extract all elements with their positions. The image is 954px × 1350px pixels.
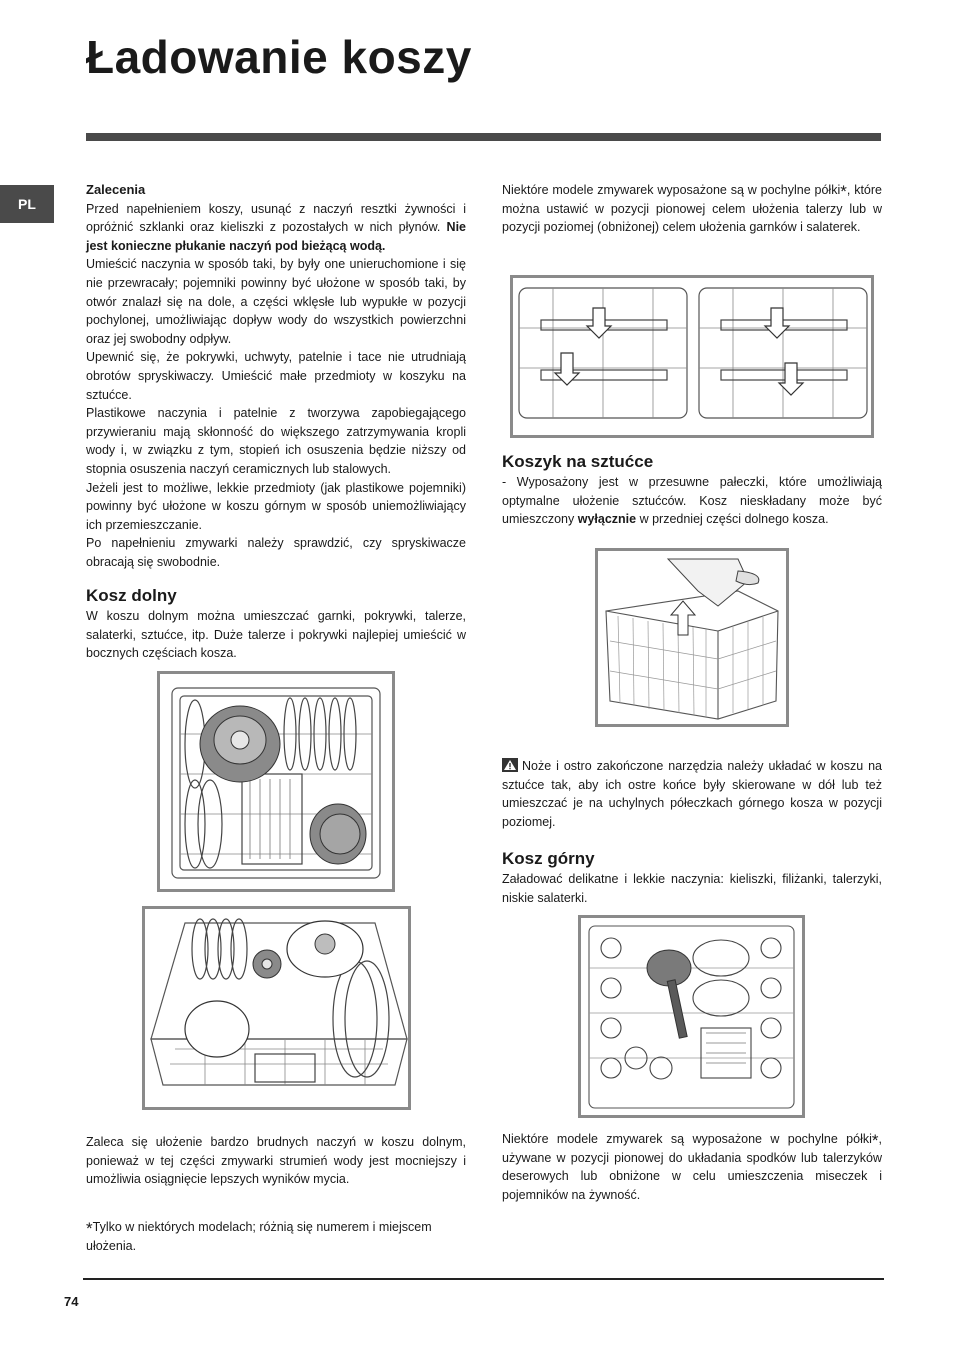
zalecenia-p1-bold: Nie jest konieczne płukanie naczyń pod bieżącą wodą.	[86, 220, 466, 253]
upper-basket-illustration	[581, 918, 802, 1115]
lower-basket-figure-1	[157, 671, 395, 892]
warning-triangle-icon	[502, 758, 518, 772]
footnote	[86, 1218, 466, 1255]
koszyk-section	[502, 451, 882, 529]
right-intro	[502, 181, 882, 237]
cutlery-basket-illustration	[598, 551, 786, 724]
language-tab: PL	[0, 185, 54, 223]
tilting-shelves-figure	[510, 275, 874, 438]
right-intro-text-a: Niektóre modele zmywarek wyposażone są w pochylne półki	[502, 183, 841, 197]
title-rule	[86, 133, 881, 141]
cutlery-basket-figure	[595, 548, 789, 727]
zalecenia-heading: Zalecenia	[86, 182, 146, 197]
footnote-text: Tylko w niektórych modelach; różnią się numerem i miejscem ułożenia.	[86, 1220, 432, 1253]
left-bottom-paragraph: Zaleca się ułożenie bardzo brudnych naczyń w koszu dolnym, ponieważ w tej części zmywarki strumień wody jest mocniejszy i umożliwia osiągnięcie lepszych wyników mycia.	[86, 1135, 466, 1187]
kosz-gorny-section	[502, 848, 882, 907]
koszyk-text-bold: wyłącznie	[577, 512, 637, 527]
kosz-dolny-text: W koszu dolnym można umieszczać garnki, pokrywki, talerze, salaterki, sztućce, itp. Duże talerze i pokrywki najlepiej umieścić w bocznych częściach kosza.	[86, 609, 466, 661]
koszyk-text-b: w przedniej części dolnego kosza.	[636, 512, 829, 527]
footnote-star: *	[86, 1219, 93, 1238]
kosz-gorny-heading: Kosz górny	[502, 849, 595, 868]
warning-note	[502, 757, 882, 831]
page-number: 74	[64, 1294, 79, 1309]
lower-basket-figure-2	[142, 906, 411, 1110]
lower-basket-perspective-illustration	[145, 909, 408, 1107]
koszyk-text-a: - Wyposażony jest w przesuwne pałeczki, które umożliwiają optymalne ułożenie sztućców. Kosz nieskładany może być umieszczony	[502, 475, 882, 527]
zalecenia-paragraph-6: Po napełnieniu zmywarki należy sprawdzić, czy spryskiwacze obracają się swobodnie.	[86, 536, 466, 569]
right-intro-star: *	[840, 182, 847, 201]
kosz-dolny-section	[86, 585, 466, 663]
zalecenia-paragraph-1	[86, 200, 466, 256]
zalecenia-paragraph-3: Upewnić się, że pokrywki, uchwyty, patelnie i tace nie utrudniają obrotów spryskiwaczy. Umieścić małe przedmioty w koszyku na sztućce.	[86, 350, 466, 402]
upper-basket-figure	[578, 915, 805, 1118]
right-bottom-star: *	[871, 1131, 879, 1150]
right-bottom-text-b: , używane w pozycji pionowej do układania spodków lub talerzyków deserowych lub obniżone w celu umieszczenia miseczek i pojemników na żywność.	[502, 1132, 882, 1202]
left-column	[86, 181, 466, 571]
zalecenia-paragraph-4: Plastikowe naczynia i patelnie z tworzywa zapobiegającego przywieraniu mają skłonność do większego zatrzymywania kropli wody i, w związku z tym, stopień ich osuszenia będzie niższy od stopnia osuszenia naczyń ceramicznych lub stalowych.	[86, 406, 466, 476]
zalecenia-paragraph-5: Jeżeli jest to możliwe, lekkie przedmioty (jak plastikowe pojemniki) powinny być ułożone w koszu górnym w sposób uniemożliwiający ich przemieszczanie.	[86, 480, 466, 532]
kosz-gorny-text: Załadować delikatne i lekkie naczynia: kieliszki, filiżanki, talerzyki, niskie salaterki.	[502, 872, 882, 905]
footer-rule	[83, 1278, 884, 1280]
zalecenia-p1-text: Przed napełnieniem koszy, usunąć z naczyń resztki żywności i opróżnić szklanki oraz kieliszki z pozostałych w nich płynów.	[86, 201, 466, 235]
warning-text: Noże i ostro zakończone narzędzia należy układać w koszu na sztućce tak, aby ich ostre końce były skierowane w dół lub też umieszczać je na uchylnych półeczkach górnego kosza w pozycji poziomej.	[502, 759, 882, 829]
page-title: Ładowanie koszy	[86, 31, 472, 83]
zalecenia-paragraph-2: Umieścić naczynia w sposób taki, by były one unieruchomione i się nie przewracały; pojemniki powinny być ułożone w sposób taki, by otwór znalazł się na dole, a części wklęsłe lub wypukłe w pozycji pochylonej, umożliwiając dopływ wody do wszystkich powierzchni oraz jej swobodny odpływ.	[86, 257, 466, 346]
tilting-shelves-illustration	[513, 278, 871, 435]
kosz-dolny-heading: Kosz dolny	[86, 586, 177, 605]
right-bottom-paragraph	[502, 1130, 882, 1204]
right-intro-text-b: , które można ustawić w pozycji pionowej celem ułożenia talerzy lub w pozycji poziomej (obniżonej) celem ułożenia garnków i salaterek.	[502, 183, 882, 235]
koszyk-heading: Koszyk na sztućce	[502, 452, 654, 471]
lower-basket-illustration	[160, 674, 392, 889]
koszyk-text	[502, 473, 882, 529]
right-bottom-text-a: Niektóre modele zmywarek są wyposażone w pochylne półki	[502, 1132, 872, 1146]
